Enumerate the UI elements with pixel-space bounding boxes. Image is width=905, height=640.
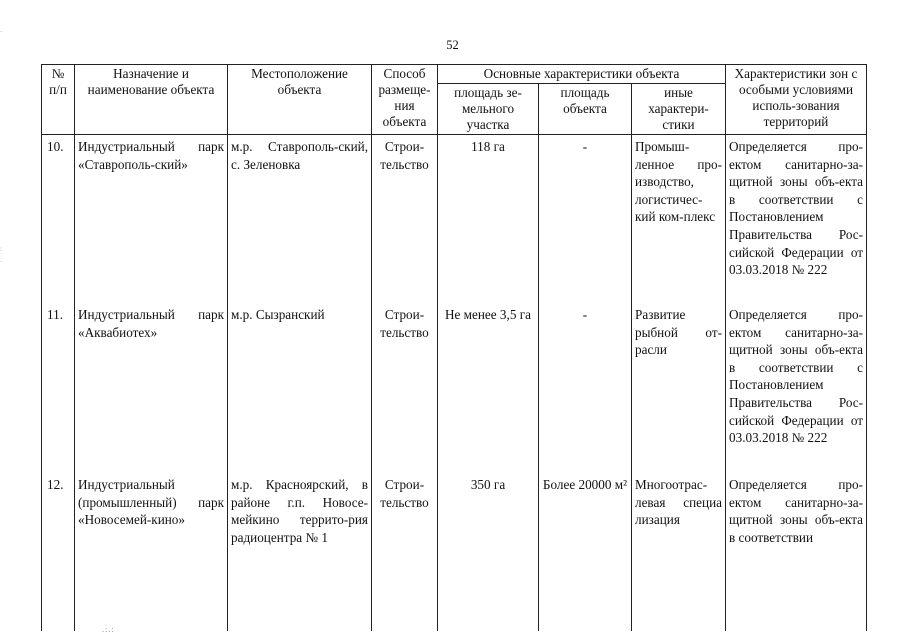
table-row <box>42 476 867 631</box>
scan-mark: · <box>0 258 3 266</box>
object-area: - <box>539 135 632 307</box>
header-location: Местоположение объекта <box>228 65 372 135</box>
header-main-characteristics: Основные характеристики объекта <box>438 65 726 84</box>
object-purpose: Индустриальный парк «Ставрополь-ский» <box>75 135 228 307</box>
object-purpose: Индустриальный парк «Аквабиотех» <box>75 306 228 476</box>
zone-characteristics: Определяется про-ектом санитарно-за-щитной зоны объ-екта в соответствии с Постановлением Правительства Рос-сийской Федерации от 03.03.2018 № 222 <box>726 306 867 476</box>
land-area: Не менее 3,5 га <box>438 306 539 476</box>
land-area: 118 га <box>438 135 539 307</box>
object-location: м.р. Сызранский <box>228 306 372 476</box>
table-row <box>42 306 867 476</box>
header-object-area: площадь объекта <box>539 84 632 135</box>
row-number: 11. <box>42 306 75 476</box>
page-number: 52 <box>446 38 459 52</box>
other-characteristics: Промыш-ленное про-изводство, логистичес-кий ком-плекс <box>632 135 726 307</box>
header-method: Способ размеще-ния объекта <box>372 65 438 135</box>
object-area: Более 20000 м² <box>539 476 632 631</box>
placement-method: Строи-тельство <box>372 135 438 307</box>
placement-method: Строи-тельство <box>372 476 438 631</box>
header-land-area: площадь зе-мельного участка <box>438 84 539 135</box>
object-area: - <box>539 306 632 476</box>
zone-characteristics: Определяется про-ектом санитарно-за-щитной зоны объ-екта в соответствии <box>726 476 867 631</box>
header-zones: Характеристики зон с особыми условиями исполь-зования территорий <box>726 65 867 135</box>
object-purpose: Индустриальный (промышленный) парк «Новосемей-кино» <box>75 476 228 631</box>
placement-method: Строи-тельство <box>372 306 438 476</box>
table-row <box>42 135 867 307</box>
object-location: м.р. Ставрополь-ский, с. Зеленовка <box>228 135 372 307</box>
scan-smudge: .:.: <box>102 625 115 634</box>
row-number: 12. <box>42 476 75 631</box>
other-characteristics: Многоотрас-левая специа лизация <box>632 476 726 631</box>
scan-mark: · <box>0 28 3 36</box>
zone-characteristics: Определяется про-ектом санитарно-за-щитной зоны объ-екта в соответствии с Постановлением Правительства Рос-сийской Федерации от 03.03.2018 № 222 <box>726 135 867 307</box>
object-location: м.р. Красноярский, в районе г.п. Новосе-мейкино террито-рия радиоцентра № 1 <box>228 476 372 631</box>
scan-mark: : <box>0 245 2 253</box>
land-area: 350 га <box>438 476 539 631</box>
header-row <box>42 65 867 84</box>
row-number: 10. <box>42 135 75 307</box>
header-purpose: Назначение и наименование объекта <box>75 65 228 135</box>
other-characteristics: Развитие рыбной от-расли <box>632 306 726 476</box>
header-num: № п/п <box>42 65 75 135</box>
planning-table <box>41 64 866 640</box>
header-other-characteristics: иные характери-стики <box>632 84 726 135</box>
